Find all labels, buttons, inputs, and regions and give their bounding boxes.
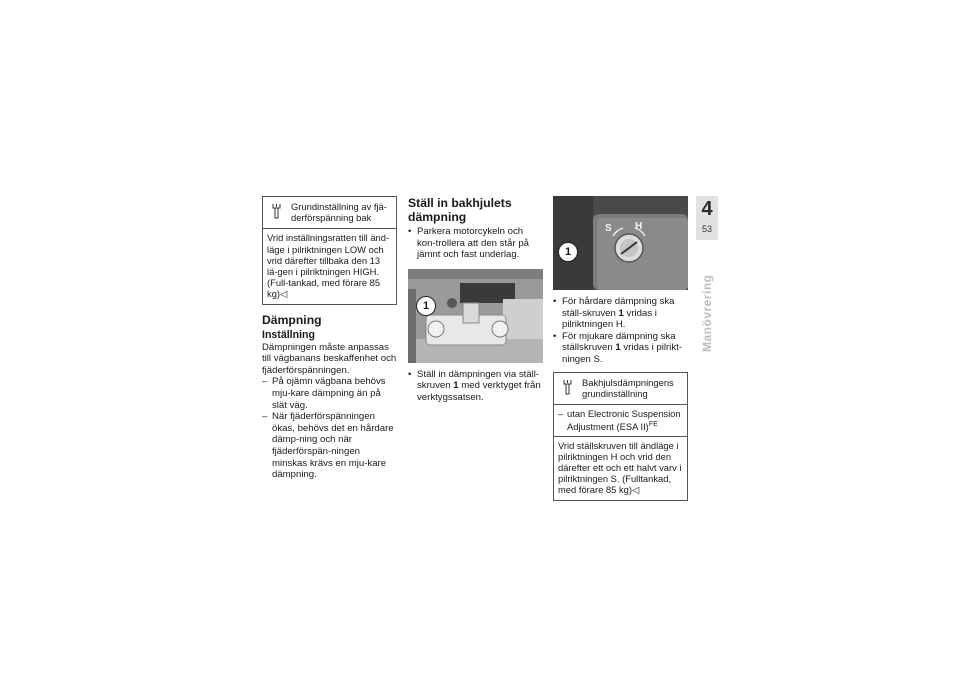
spec-box-rear-preload	[262, 196, 397, 305]
list-item	[553, 331, 688, 366]
spec-body: Vrid inställningsratten till änd-läge i pilriktningen LOW och vrid därefter tillbaka den 13 lä-gen i pilriktningen HIGH. (Full-tankad, med förare 85 kg)◁	[267, 232, 390, 300]
dash-marker: –	[262, 376, 268, 388]
callout-marker: 1	[558, 242, 578, 262]
wrench-icon	[562, 379, 573, 395]
column-left	[262, 196, 397, 481]
adjuster-screw-photo	[553, 196, 688, 290]
list-item	[408, 369, 543, 404]
spec-box-header	[263, 197, 396, 229]
chapter-tab	[696, 196, 718, 240]
bullet-marker: •	[408, 368, 412, 380]
list-item-text: vridas i pilriktningen H.	[562, 307, 657, 331]
reference-number: 1	[618, 307, 624, 319]
callout-marker: 1	[416, 296, 436, 316]
list-item-text: För hårdare dämpning ska ställ-skruven	[562, 296, 675, 319]
spec-title: Bakhjulsdämpningens grundinställning	[582, 376, 674, 399]
chapter-number: 4	[701, 198, 713, 220]
spec-condition	[554, 405, 687, 437]
spec-body: Vrid ställskruven till ändläge i pilriktningen H och vrid den därefter ett och ett halvt varv i pilriktningen S. (Fulltankad, med förare 85 kg)◁	[558, 439, 682, 496]
list-item-text: Ställ in dämpningen via ställ-skruven	[417, 368, 540, 392]
photo-label-h: H	[635, 221, 643, 232]
reference-number: 1	[615, 342, 621, 354]
column-middle	[408, 196, 543, 404]
dash-marker: –	[558, 407, 564, 419]
section-heading: Dämpning	[262, 312, 322, 327]
column-right	[553, 196, 688, 501]
superscript: FE	[648, 421, 658, 429]
intro-paragraph: Dämpningen måste anpassas till vägbanans beskaffenhet och fjäderförspänningen.	[262, 341, 397, 376]
bullet-marker: •	[553, 330, 557, 342]
spec-box-rear-damping	[553, 372, 688, 501]
spec-box-header	[554, 373, 687, 405]
spec-title: Grundinställning av fjä-derförspänning bak	[291, 201, 387, 224]
bullet-marker: •	[408, 226, 412, 237]
photo-label-s: S	[605, 223, 612, 234]
list-item-text: För mjukare dämpning ska ställskruven	[562, 330, 676, 354]
chapter-side-label: Manövrering	[700, 274, 714, 352]
section-heading: Ställ in bakhjulets dämpning	[408, 196, 512, 224]
list-item-text: med verktyget från verktygssatsen.	[417, 380, 541, 403]
list-item-text: vridas i pilrikt-ningen S.	[562, 342, 682, 365]
wrench-icon	[271, 203, 282, 219]
sub-heading: Inställning	[262, 328, 315, 341]
list-item	[262, 376, 397, 411]
bullet-marker: •	[553, 296, 557, 307]
list-item	[408, 226, 543, 261]
list-item	[553, 296, 688, 331]
rear-shock-photo	[408, 269, 543, 363]
dash-marker: –	[262, 411, 268, 423]
list-item	[262, 411, 397, 481]
list-item-text: Parkera motorcykeln och kon-trollera att den står på jämnt och fast underlag.	[417, 226, 529, 261]
list-item-text: När fjäderförspänningen ökas, behövs det en hårdare dämp-ning och när fjäderförspän-ningen minskas krävs en mju-kare dämpning.	[272, 411, 394, 481]
reference-number: 1	[453, 380, 459, 392]
spec-condition-text: utan Electronic Suspension Adjustment (ESA II)	[567, 407, 681, 433]
list-item-text: På ojämn vägbana behövs mju-kare dämpning än på slät väg.	[272, 376, 386, 411]
page-number: 53	[701, 224, 712, 234]
rear-shock-image	[408, 269, 543, 363]
